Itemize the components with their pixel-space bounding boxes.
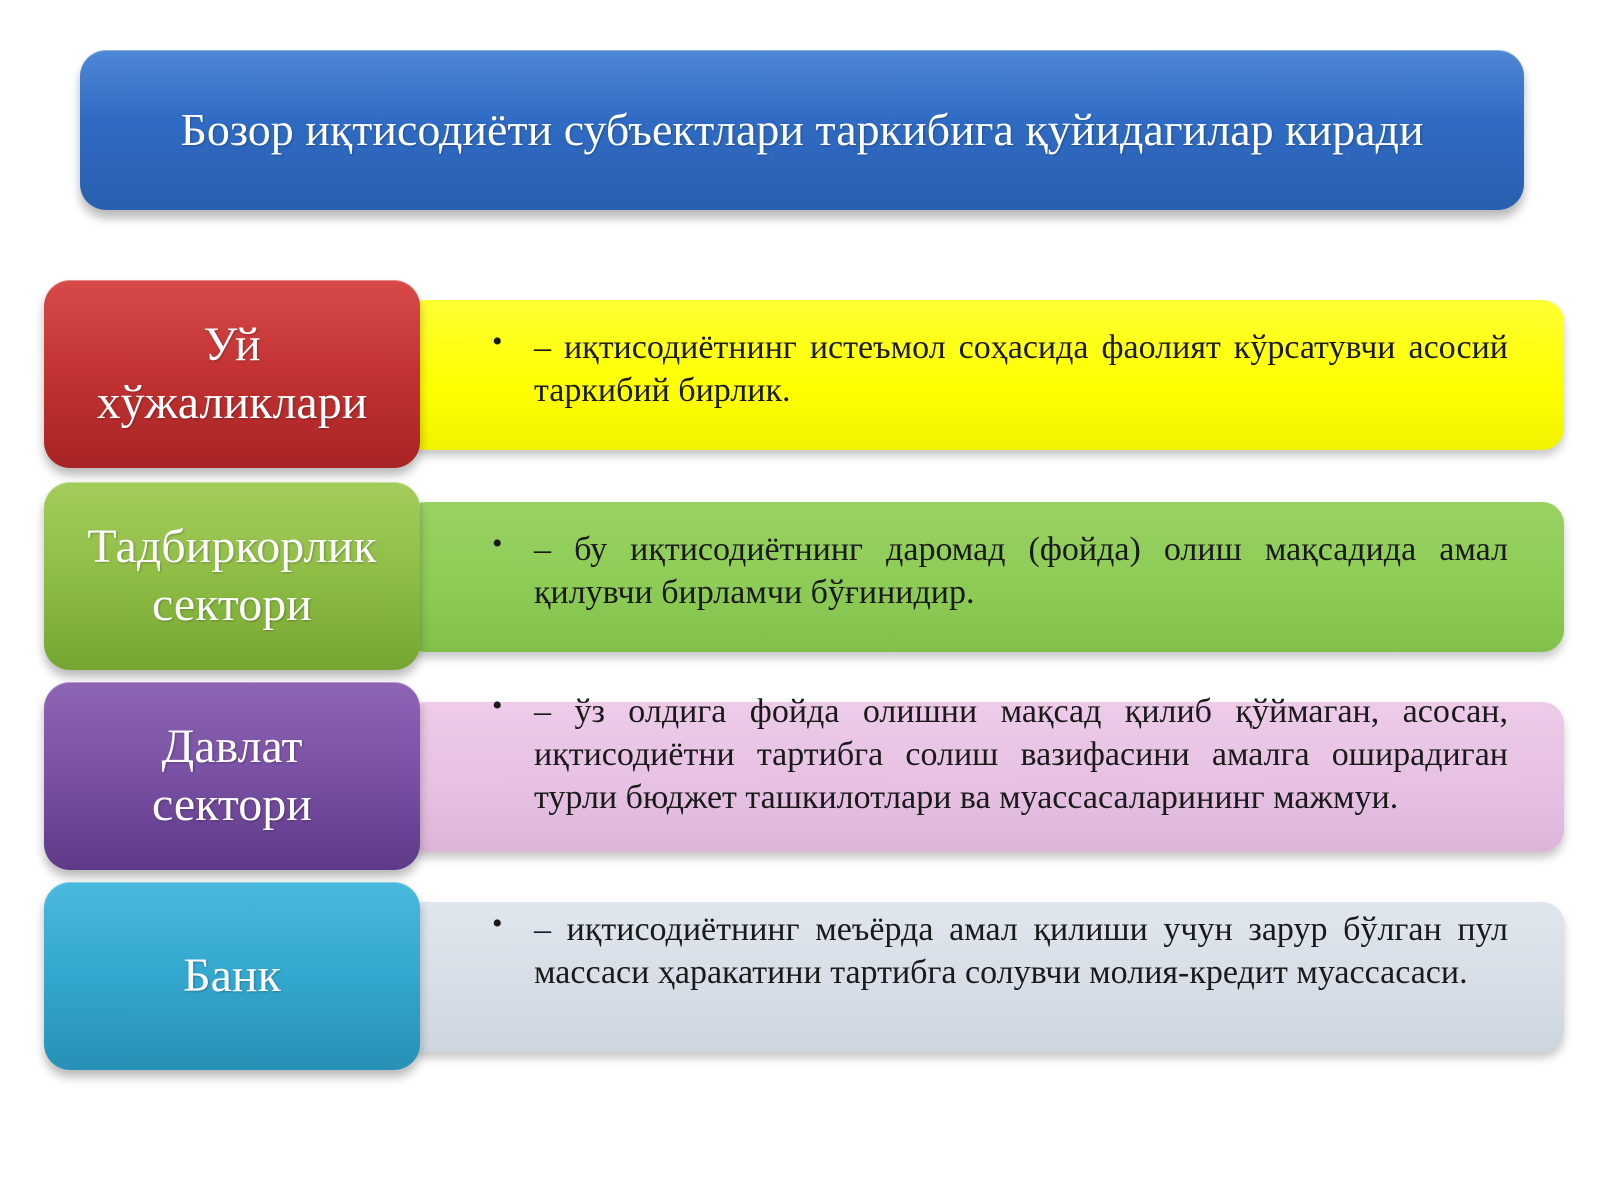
desc-bank-text: – иқтисодиётнинг меъёрда амал қилиши учун зарур бўлган пул массаси ҳаракатини тартибга солувчи молия-кредит муассасаси. [534,911,1508,991]
desc-households [492,326,1508,412]
label-box-government-sector [44,682,420,870]
label-government-sector: Давлат сектори [152,720,312,831]
label-households: Уй хўжаликлари [96,318,368,429]
title-banner [80,50,1524,210]
label-business-sector: Тадбиркорлик сектори [87,520,377,631]
page-title: Бозор иқтисодиёти субъектлари таркибига қуйидагилар киради [180,104,1424,155]
desc-government-sector [492,690,1508,819]
label-box-households [44,280,420,468]
bullet-icon: • [492,907,503,940]
desc-business-sector-text: – бу иқтисодиётнинг даромад (фойда) олиш мақсадида амал қилувчи бирламчи бўғинидир. [534,531,1508,611]
desc-households-text: – иқтисодиётнинг истеъмол соҳасида фаолият кўрсатувчи асосий таркибий бирлик. [534,329,1508,409]
label-box-bank [44,882,420,1070]
desc-business-sector [492,528,1508,614]
label-box-business-sector [44,482,420,670]
desc-bank [492,908,1508,994]
bullet-icon: • [492,689,503,722]
desc-government-sector-text: – ўз олдига фойда олишни мақсад қилиб қўймаган, асосан, иқтисодиётни тартибга солиш вазифасини амалга оширадиган турли бюджет ташкилотлари ва муассасаларининг мажмуи. [534,693,1508,816]
bullet-icon: • [492,527,503,560]
label-bank: Банк [183,949,281,1002]
bullet-icon: • [492,325,503,358]
